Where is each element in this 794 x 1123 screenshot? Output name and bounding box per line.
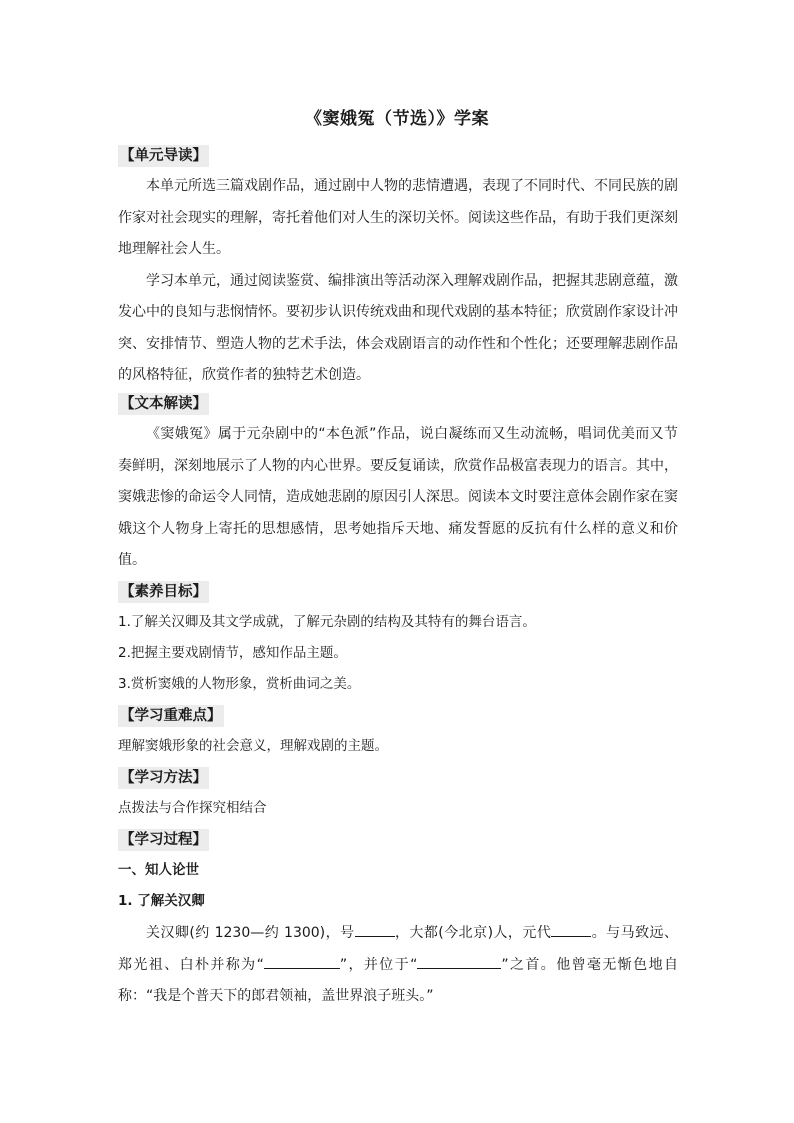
process-heading: 【学习过程】 xyxy=(118,829,209,851)
paragraph-part-5: ”之首。他曾毫无惭色地自称：“我是个普天下的郎君领袖，盖世界浪子班头。” xyxy=(118,956,678,1004)
process-subheading-1: 一、知人论世 xyxy=(118,862,199,878)
unit-guide-paragraph-1: 本单元所选三篇戏剧作品，通过剧中人物的悲情遭遇，表现了不同时代、不同民族的剧作家对社会现实的理解，寄托着他们对人生的深切关怀。阅读这些作品，有助于我们更深刻地理解社会人生。 xyxy=(118,178,678,257)
text-reading-body xyxy=(118,419,678,577)
methods-heading: 【学习方法】 xyxy=(118,767,209,789)
key-points-section xyxy=(118,705,678,727)
methods-text: 点拨法与合作探究相结合 xyxy=(118,800,267,816)
unit-guide-body xyxy=(118,171,678,392)
unit-guide-heading: 【单元导读】 xyxy=(118,145,209,167)
key-points-heading: 【学习重难点】 xyxy=(118,705,224,727)
goals-heading: 【素养目标】 xyxy=(118,581,209,603)
document-title: 《窦娥冤（节选）》学案 xyxy=(305,109,489,129)
text-reading-paragraph: 《窦娥冤》属于元杂剧中的“本色派”作品，说白凝练而又生动流畅，唱词优美而又节奏鲜明，深刻地展示了人物的内心世界。要反复诵读，欣赏作品极富表现力的语言。其中，窦娥悲惨的命运令人同情，造成她悲剧的原因引人深思。阅读本文时要注意体会剧作家在窦娥这个人物身上寄托的思想感情，思考她指斥天地、痛发誓愿的反抗有什么样的意义和价值。 xyxy=(118,426,678,568)
goal-item-1-wrap xyxy=(118,612,678,632)
goal-item-3-wrap xyxy=(118,674,678,694)
paragraph-part-3: 。与马致远、郑光祖、白朴并称为“ xyxy=(118,925,678,973)
paragraph-part-4: ”，并位于“ xyxy=(339,956,418,973)
text-reading-section xyxy=(118,393,678,415)
fill-blank-2[interactable] xyxy=(551,922,591,937)
guan-hanqing-paragraph xyxy=(118,918,678,1013)
key-points-body xyxy=(118,736,678,756)
unit-guide-section xyxy=(118,145,678,167)
goal-item-2: 2.把握主要戏剧情节，感知作品主题。 xyxy=(118,645,347,661)
process-sub1-wrap xyxy=(118,860,678,880)
paragraph-part-1: 关汉卿(约 1230—约 1300)，号 xyxy=(146,925,355,941)
fill-blank-1[interactable] xyxy=(355,922,395,937)
key-points-text: 理解窦娥形象的社会意义，理解戏剧的主题。 xyxy=(118,738,388,754)
process-subheading-2: 1. 了解关汉卿 xyxy=(118,893,205,909)
unit-guide-paragraph-2: 学习本单元，通过阅读鉴赏、编排演出等活动深入理解戏剧作品，把握其悲剧意蕴，激发心中的良知与悲悯情怀。要初步认识传统戏曲和现代戏剧的基本特征；欣赏剧作家设计冲突、安排情节、塑造人物的艺术手法，体会戏剧语言的动作性和个性化；还要理解悲剧作品的风格特征，欣赏作者的独特艺术创造。 xyxy=(118,272,678,383)
fill-blank-3[interactable] xyxy=(264,954,340,969)
fill-blank-4[interactable] xyxy=(417,954,501,969)
methods-body xyxy=(118,798,678,818)
process-section xyxy=(118,829,678,851)
process-body xyxy=(118,918,678,1013)
goal-item-2-wrap xyxy=(118,643,678,663)
methods-section xyxy=(118,767,678,789)
goal-item-1: 1.了解关汉卿及其文学成就，了解元杂剧的结构及其特有的舞台语言。 xyxy=(118,614,536,630)
paragraph-part-2: ，大都(今北京)人，元代 xyxy=(394,925,552,941)
text-reading-heading: 【文本解读】 xyxy=(118,393,209,415)
goals-section xyxy=(118,581,678,603)
process-sub2-wrap xyxy=(118,891,678,911)
goal-item-3: 3.赏析窦娥的人物形象，赏析曲词之美。 xyxy=(118,676,361,692)
